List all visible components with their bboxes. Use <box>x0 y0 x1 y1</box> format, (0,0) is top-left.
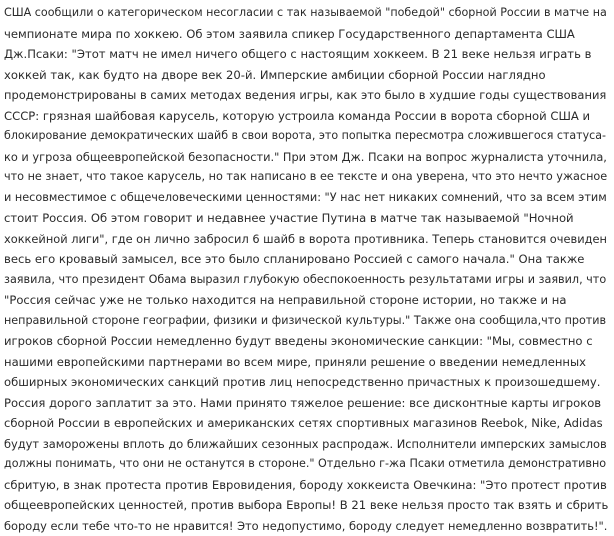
text-line: блокирование демократических шайб в свои ворота, это попытка пересмотра сложившегося статуса- <box>4 126 610 147</box>
text-line: Дж.Псаки: "Этот матч не имел ничего общего с настоящим хоккеем. В 21 веке нельзя играть в <box>4 44 610 65</box>
text-line: что не знает, что такое карусель, но так написано в ее тексте и она уверена, что это нечто ужасное <box>4 167 610 188</box>
text-line: заявила, что президент Обама выразил глубокую обеспокоенность результатами игры и заявил, что <box>4 270 610 291</box>
text-line: общеевропейских ценностей, против выбора Европы! В 21 веке нельзя просто так взять и сбрить <box>4 495 610 516</box>
text-line: чемпионате мира по хоккею. Об этом заявила спикер Государственного департамента США <box>4 24 610 45</box>
text-line: стоит Россия. Об этом говорит и недавнее участие Путина в матче так называемой "Ночной <box>4 208 610 229</box>
text-line: и несовместимое с общечеловеческими ценностями: "У нас нет никаких сомнений, что за всем этим <box>4 188 610 209</box>
text-line: США сообщили о категорическом несогласии с так называемой "победой" сборной России в матче на <box>4 3 610 24</box>
text-line: хоккейной лиги", где он лично забросил 6 шайб в ворота противника. Теперь становится очевиден <box>4 229 610 250</box>
text-line: Россия дорого заплатит за это. Нами принято тяжелое решение: все дисконтные карты игроков <box>4 393 610 414</box>
text-line: весь его кровавый замысел, все это было спланировано Россией с самого начала." Она также <box>4 249 610 270</box>
text-line: игроков сборной России немедленно будут введены экономические санкции: "Мы, совместно с <box>4 331 610 352</box>
text-line: "Россия сейчас уже не только находится на неправильной стороне истории, но также и на <box>4 290 610 311</box>
text-line: продемонстрированы в самих методах ведения игры, как это было в худшие годы существования <box>4 85 610 106</box>
text-line: сборной России в европейских и американских сетях спортивных магазинов Reebok, Nike, Adidas <box>4 413 610 434</box>
text-line: неправильной стороне географии, физики и физической культуры." Также она сообщила,что против <box>4 311 610 332</box>
text-line: СССР: грязная шайбовая карусель, которую устроила команда России в ворота сборной США и <box>4 106 610 127</box>
text-line: бороду если тебе что-то не нравится! Это недопустимо, бороду следует немедленно возвратить!". <box>4 516 610 536</box>
text-line: хоккей так, как будто на дворе век 20-й. Имперские амбиции сборной России наглядно <box>4 65 610 86</box>
text-line: должны понимать, что они не останутся в стороне." Отдельно г-жа Псаки отметила демонстративно <box>4 454 610 475</box>
text-line: обширных экономических санкций против лиц непосредственно причастных к произошедшему. <box>4 372 610 393</box>
text-line: будут заморожены вплоть до ближайших сезонных распродаж. Исполнители имперских замыслов <box>4 434 610 455</box>
text-line: сбритую, в знак протеста против Евровидения, бороду хоккеиста Овечкина: "Это протест против <box>4 475 610 496</box>
article-text <box>4 3 610 536</box>
text-line: ко и угроза общеевропейской безопасности." При этом Дж. Псаки на вопрос журналиста уточнила, <box>4 147 610 168</box>
text-line: нашими европейскими партнерами во всем мире, приняли решение о введении немедленных <box>4 352 610 373</box>
